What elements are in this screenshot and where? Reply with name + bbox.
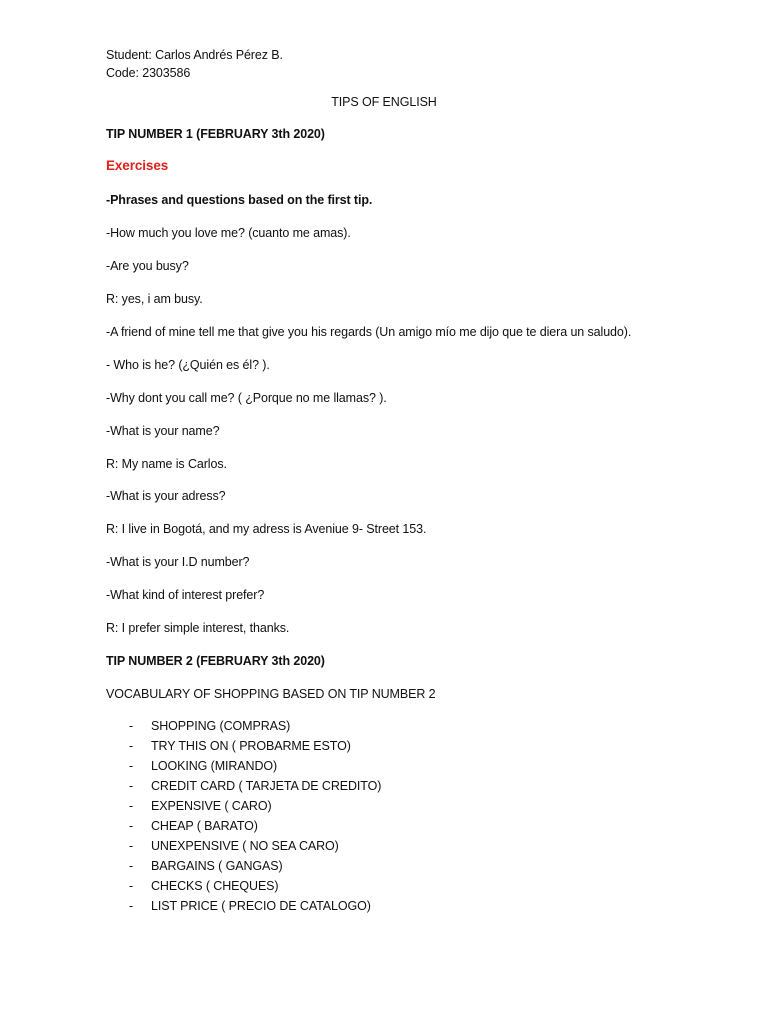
answer-line: R: I live in Bogotá, and my adress is Aveniue 9- Street 153.: [106, 522, 427, 536]
vocab-term: CHECKS ( CHEQUES): [151, 879, 279, 893]
exercise-line: -What is your name?: [106, 424, 220, 438]
student-name: Student: Carlos Andrés Pérez B.: [106, 48, 283, 62]
tip1-heading: TIP NUMBER 1 (FEBRUARY 3th 2020): [106, 127, 325, 141]
vocab-term: EXPENSIVE ( CARO): [151, 799, 272, 813]
tip2-heading: TIP NUMBER 2 (FEBRUARY 3th 2020): [106, 654, 325, 668]
exercise-line: -How much you love me? (cuanto me amas).: [106, 226, 351, 240]
tip1-intro: -Phrases and questions based on the first tip.: [106, 193, 373, 207]
exercise-line: -What kind of interest prefer?: [106, 588, 265, 602]
exercise-line: -What is your I.D number?: [106, 555, 250, 569]
vocab-term: CREDIT CARD ( TARJETA DE CREDITO): [151, 779, 382, 793]
exercise-line: -Are you busy?: [106, 259, 189, 273]
bullet-dash: -: [129, 779, 134, 793]
bullet-dash: -: [129, 759, 134, 773]
vocab-term: TRY THIS ON ( PROBARME ESTO): [151, 739, 351, 753]
bullet-dash: -: [129, 799, 134, 813]
answer-line: R: I prefer simple interest, thanks.: [106, 621, 290, 635]
vocab-term: LIST PRICE ( PRECIO DE CATALOGO): [151, 899, 371, 913]
bullet-dash: -: [129, 879, 134, 893]
vocab-term: UNEXPENSIVE ( NO SEA CARO): [151, 839, 339, 853]
exercise-line: -What is your adress?: [106, 489, 226, 503]
exercises-label: Exercises: [106, 158, 169, 173]
bullet-dash: -: [129, 899, 134, 913]
exercise-line: -Why dont you call me? ( ¿Porque no me llamas? ).: [106, 391, 387, 405]
document-title: TIPS OF ENGLISH: [331, 95, 437, 109]
exercise-line: -A friend of mine tell me that give you his regards (Un amigo mío me dijo que te diera un saludo).: [106, 325, 632, 339]
vocab-heading: VOCABULARY OF SHOPPING BASED ON TIP NUMBER 2: [106, 687, 436, 701]
vocab-term: BARGAINS ( GANGAS): [151, 859, 283, 873]
bullet-dash: -: [129, 859, 134, 873]
bullet-dash: -: [129, 719, 134, 733]
answer-line: R: My name is Carlos.: [106, 457, 227, 471]
bullet-dash: -: [129, 739, 134, 753]
vocab-term: SHOPPING (COMPRAS): [151, 719, 291, 733]
student-code: Code: 2303586: [106, 66, 191, 80]
answer-line: R: yes, i am busy.: [106, 292, 203, 306]
exercise-line: - Who is he? (¿Quién es él? ).: [106, 358, 270, 372]
bullet-dash: -: [129, 839, 134, 853]
vocab-term: CHEAP ( BARATO): [151, 819, 258, 833]
bullet-dash: -: [129, 819, 134, 833]
vocab-term: LOOKING (MIRANDO): [151, 759, 278, 773]
